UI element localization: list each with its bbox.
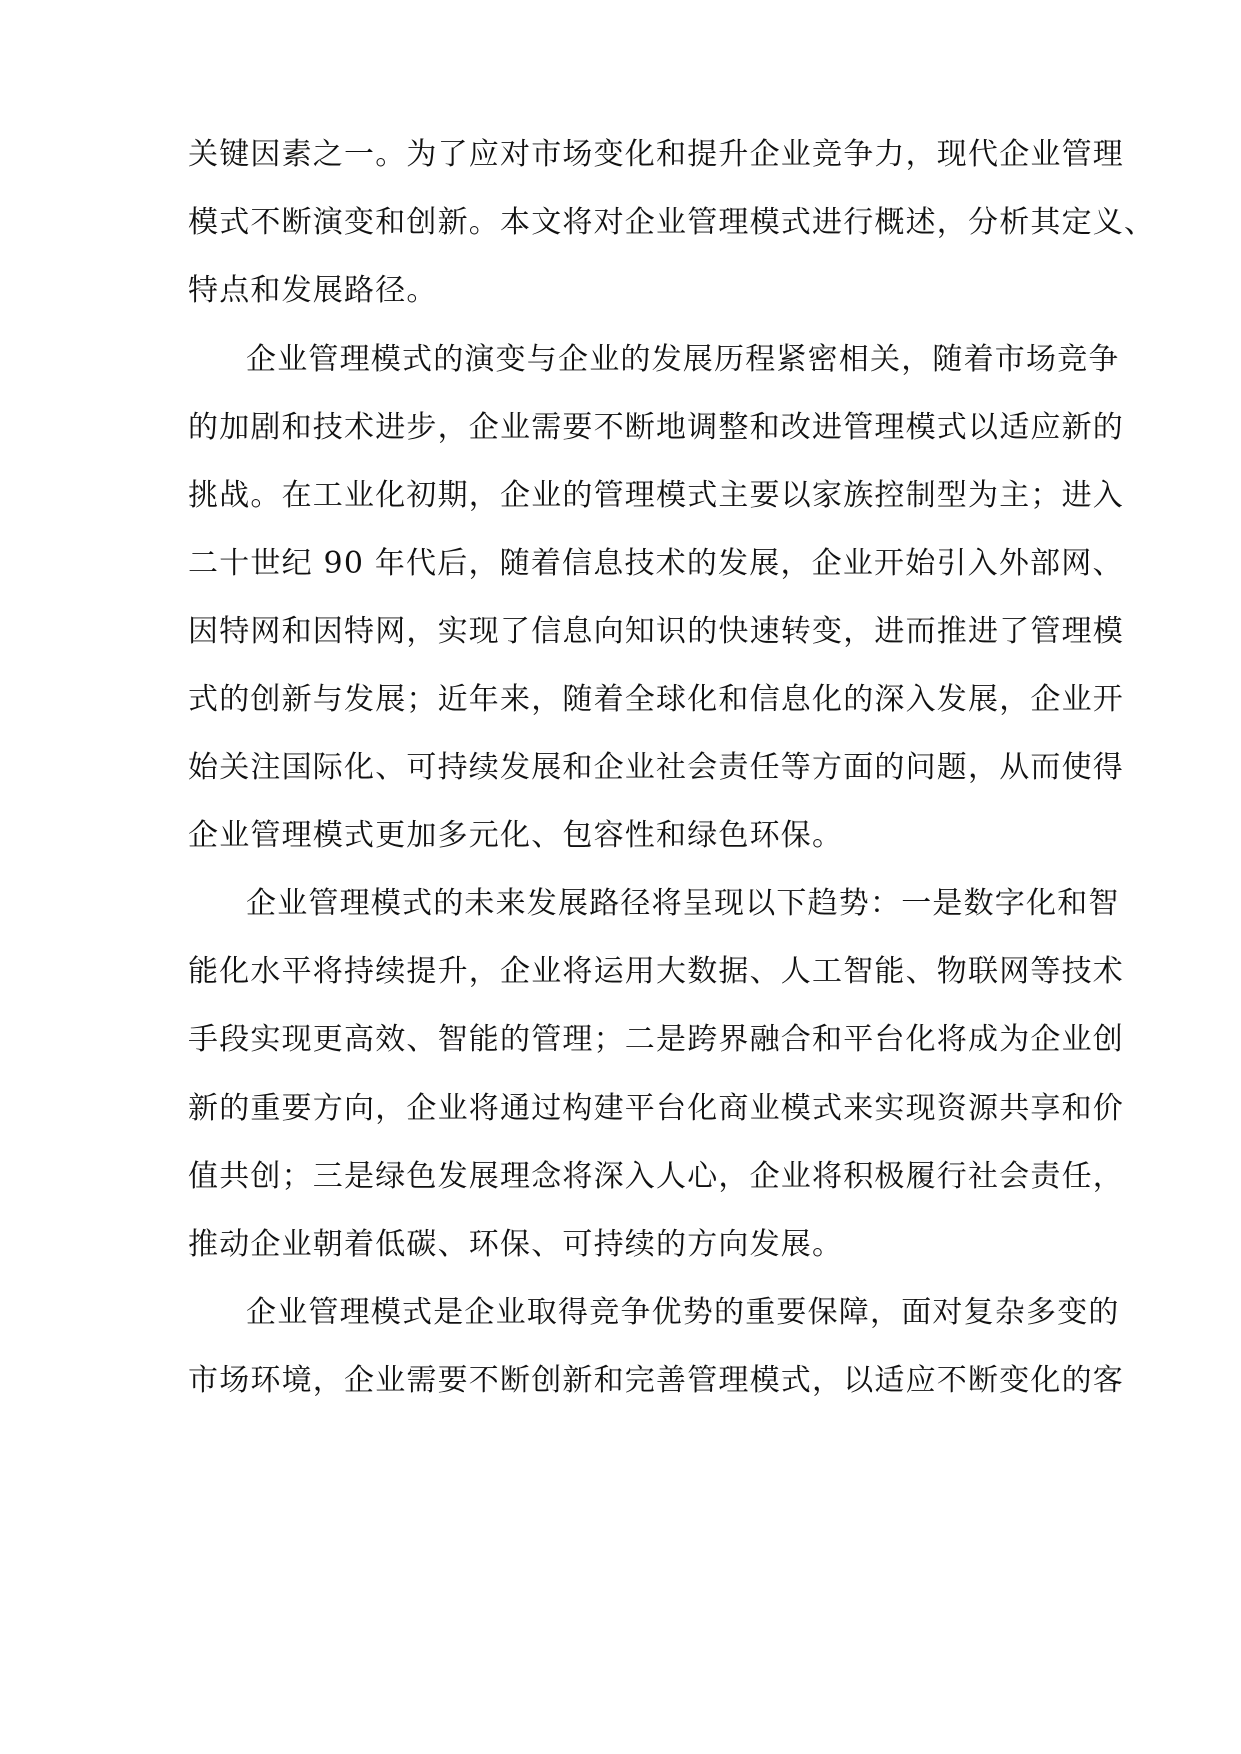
text-line: 的加剧和技术进步，企业需要不断地调整和改进管理模式以适应新的 — [188, 410, 1124, 445]
text-line: 式的创新与发展；近年来，随着全球化和信息化的深入发展，企业开 — [188, 682, 1124, 717]
text-line: 挑战。在工业化初期，企业的管理模式主要以家族控制型为主；进入 — [188, 478, 1124, 513]
text-line: 手段实现更高效、智能的管理；二是跨界融合和平台化将成为企业创 — [188, 1022, 1124, 1057]
text-line: 推动企业朝着低碳、环保、可持续的方向发展。 — [188, 1227, 844, 1262]
text-line: 市场环境，企业需要不断创新和完善管理模式，以适应不断变化的客 — [188, 1363, 1124, 1398]
text-line: 能化水平将持续提升，企业将运用大数据、人工智能、物联网等技术 — [188, 954, 1124, 989]
text-line: 特点和发展路径。 — [188, 273, 438, 308]
text-line: 二十世纪 90 年代后，随着信息技术的发展，企业开始引入外部网、 — [188, 546, 1124, 581]
text-line: 企业管理模式的未来发展路径将呈现以下趋势：一是数字化和智 — [246, 886, 1120, 921]
text-line: 值共创；三是绿色发展理念将深入人心，企业将积极履行社会责任， — [188, 1159, 1124, 1194]
text-line: 新的重要方向，企业将通过构建平台化商业模式来实现资源共享和价 — [188, 1091, 1124, 1126]
text-line: 始关注国际化、可持续发展和企业社会责任等方面的问题，从而使得 — [188, 750, 1124, 785]
text-line: 因特网和因特网，实现了信息向知识的快速转变，进而推进了管理模 — [188, 614, 1124, 649]
text-line: 企业管理模式更加多元化、包容性和绿色环保。 — [188, 818, 844, 853]
text-line: 关键因素之一。为了应对市场变化和提升企业竞争力，现代企业管理 — [188, 137, 1124, 172]
text-line: 企业管理模式的演变与企业的发展历程紧密相关，随着市场竞争 — [246, 342, 1120, 377]
text-line: 企业管理模式是企业取得竞争优势的重要保障，面对复杂多变的 — [246, 1295, 1120, 1330]
text-line: 模式不断演变和创新。本文将对企业管理模式进行概述，分析其定义、 — [188, 205, 1156, 240]
